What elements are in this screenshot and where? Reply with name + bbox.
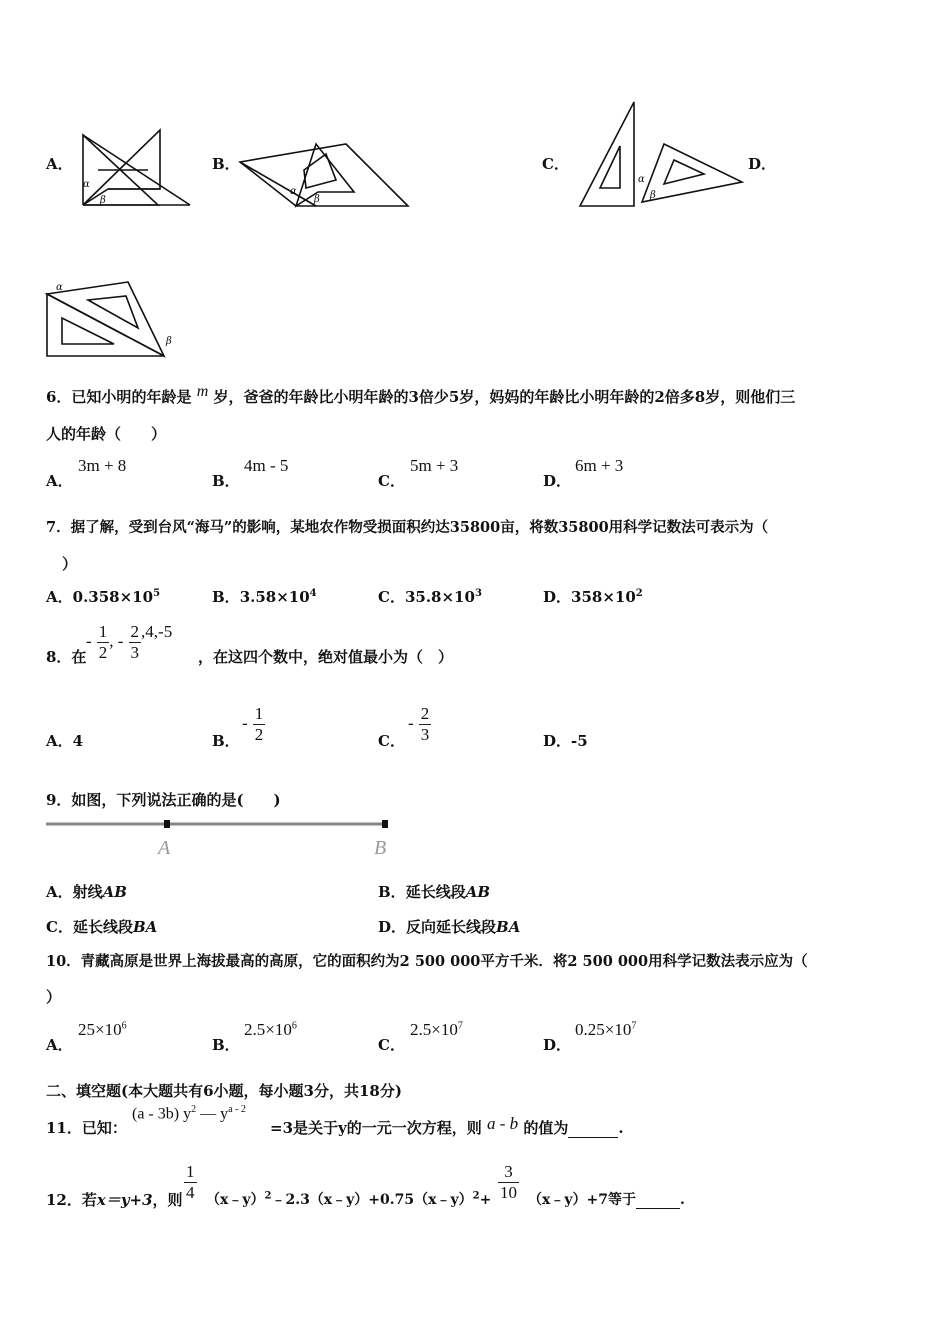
q8-option-d[interactable]: D．-5: [543, 732, 588, 750]
q6-option-d-label: D．: [543, 472, 572, 490]
q5-option-b-label: B．: [212, 155, 240, 173]
q5-c-alpha: α: [638, 174, 645, 185]
q11-equation: (a - 3b) $y^2$ — $y^{a - 2}$: [132, 1104, 246, 1123]
q7-option-b[interactable]: B．$3.58\times 10^4$: [212, 588, 317, 606]
q10-option-c[interactable]: $2.5\times 10^7$: [410, 1020, 463, 1039]
q9-options: [46, 881, 906, 941]
q7-options: [46, 586, 906, 610]
q6-variable-m: m: [196, 383, 209, 400]
q12-tail: （x﹣y）+7等于 .: [528, 1192, 685, 1208]
q6-option-c[interactable]: 5m + 3: [410, 456, 459, 475]
q10-stem-line2: ）: [46, 988, 62, 1006]
q9-option-d[interactable]: D．反向延长线段BA: [378, 918, 521, 936]
q8-option-c[interactable]: - $\frac{2}{3}$: [408, 704, 430, 744]
q5-c-beta: β: [650, 190, 656, 201]
q9-line-figure: [44, 816, 396, 858]
q5-d-beta: β: [166, 336, 172, 347]
q8-option-a[interactable]: A．4: [46, 732, 84, 750]
q6-stem-line1: 6．已知小明的年龄是 m 岁，爸爸的年龄比小明年龄的3倍少5岁，妈妈的年龄比小明年龄的2倍多8岁，则他们三: [46, 383, 796, 406]
q7-option-c[interactable]: C．$35.8\times 10^3$: [378, 588, 482, 606]
q8-option-b-label: B．: [212, 732, 240, 750]
q5-option-a-label: A．: [46, 155, 73, 173]
q9-stem: 9．如图，下列说法正确的是( ): [46, 791, 281, 809]
q12-expression: （x﹣y）$^2$﹣2.3（x﹣y）+0.75（x﹣y）$^2$+: [206, 1190, 492, 1208]
q6-option-d[interactable]: 6m + 3: [575, 456, 624, 475]
q6-option-a-label: A．: [46, 472, 73, 490]
q5-a-alpha: α: [83, 179, 90, 190]
q7-stem-line1: 7．据了解，受到台风“海马”的影响，某地农作物受损面积约达35800亩，将数35800用科学记数法可表示为（: [46, 519, 769, 536]
q5-figure-b: [236, 140, 411, 212]
section-2-title: 二、填空题(本大题共有6小题，每小题3分，共18分): [46, 1082, 402, 1100]
q7-option-d[interactable]: D．$358\times 10^2$: [543, 588, 643, 606]
q8-option-b[interactable]: - $\frac{1}{2}$: [242, 704, 264, 744]
q8-option-c-label: C．: [378, 732, 405, 750]
q10-option-d-label: D．: [543, 1036, 572, 1054]
q6-option-b[interactable]: 4m - 5: [244, 456, 289, 475]
q11-answer-blank[interactable]: [568, 1119, 618, 1138]
q10-option-c-label: C．: [378, 1036, 405, 1054]
q8-options: [46, 704, 906, 754]
q5-figure-a: [78, 125, 196, 211]
q9-point-a: A: [158, 837, 171, 858]
q5-d-alpha: α: [56, 282, 63, 293]
q6-option-b-label: B．: [212, 472, 240, 490]
q9-option-c[interactable]: C．延长线段BA: [46, 918, 158, 936]
q9-option-a[interactable]: A．射线AB: [46, 883, 127, 901]
q11-prefix: 11．已知：: [46, 1119, 127, 1137]
q6-option-a[interactable]: 3m + 8: [78, 456, 127, 475]
q5-a-beta: β: [100, 195, 106, 206]
q6-stem-line2: 人的年龄（ ）: [46, 425, 167, 443]
q6-option-c-label: C．: [378, 472, 405, 490]
q10-option-d[interactable]: $0.25\times 10^7$: [575, 1020, 637, 1039]
q11-a-minus-b: a - b: [486, 1114, 519, 1133]
q5-b-beta: β: [314, 194, 320, 205]
q5-option-d-label: D．: [748, 155, 777, 173]
q8-number-list: - $\frac{1}{2}$ , - $\frac{2}{3}$ ,4,-5: [86, 621, 173, 662]
q12-answer-blank[interactable]: [636, 1192, 680, 1209]
q10-option-b[interactable]: $2.5\times 10^6$: [244, 1020, 297, 1039]
q8-stem: ，在这四个数中，绝对值最小为（ ）: [198, 648, 454, 666]
q5-figure-c: [576, 98, 748, 212]
q12-stem: 12．若x＝y+3，则: [46, 1191, 183, 1209]
q8-number: 8．在: [46, 648, 87, 666]
q5-b-alpha: α: [290, 186, 297, 197]
q12-fraction-2: $\frac{3}{10}$: [500, 1162, 517, 1202]
q10-option-a[interactable]: $25\times 10^6$: [78, 1020, 127, 1039]
q11-stem: =3是关于y的一元一次方程，则 a - b 的值为 .: [270, 1114, 624, 1137]
q10-option-a-label: A．: [46, 1036, 73, 1054]
q9-option-b[interactable]: B．延长线段AB: [378, 883, 491, 901]
q6-options: [46, 456, 906, 490]
q12-fraction-1: $\frac{1}{4}$: [186, 1162, 195, 1202]
q10-option-b-label: B．: [212, 1036, 240, 1054]
q5-option-c-label: C．: [542, 155, 569, 173]
q7-stem-line2: ）: [62, 555, 78, 573]
q9-point-b: B: [374, 837, 387, 858]
q7-option-a[interactable]: A．$0.358\times 10^5$: [46, 588, 161, 606]
q10-stem-line1: 10．青藏高原是世界上海拔最高的高原，它的面积约为2 500 000平方千米．将2 500 000用科学记数法表示应为（: [46, 953, 808, 970]
q10-options: [46, 1020, 906, 1054]
q5-figure-d: [42, 278, 182, 360]
